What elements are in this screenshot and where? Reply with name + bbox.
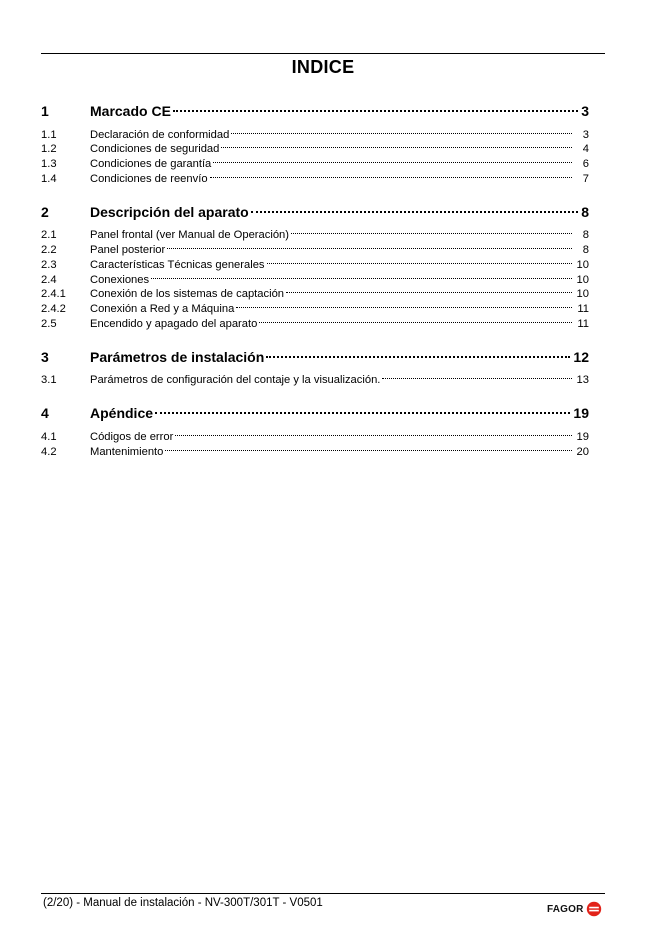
toc-number: 2.2 — [41, 244, 57, 257]
toc-number: 2.1 — [41, 229, 57, 242]
toc-page-number: 6 — [582, 158, 589, 171]
toc-page-number: 8 — [582, 229, 589, 242]
footer-text: (2/20) - Manual de instalación - NV-300T/301T - V0501 — [43, 897, 323, 909]
dot-leader — [267, 253, 572, 268]
toc-page-number: 3 — [582, 128, 589, 141]
toc-page-number: 20 — [576, 445, 589, 458]
toc-label: Condiciones de garantía — [90, 158, 212, 171]
toc-page-number: 10 — [576, 288, 589, 301]
toc-chapter — [41, 197, 589, 330]
toc-number: 1.2 — [41, 143, 57, 156]
dot-leader — [286, 283, 572, 298]
dot-leader — [221, 138, 572, 153]
toc-label: Características Técnicas generales — [90, 258, 265, 271]
toc-page-number: 13 — [576, 374, 589, 387]
dot-leader — [251, 197, 578, 217]
toc-label: Descripción del aparato — [90, 203, 249, 220]
toc-entry[interactable] — [41, 440, 589, 458]
toc-number: 4 — [41, 405, 49, 422]
toc-entry[interactable] — [41, 369, 589, 387]
toc-entry[interactable] — [41, 167, 589, 185]
toc-label: Marcado CE — [90, 103, 171, 119]
toc-entry[interactable] — [41, 297, 589, 315]
toc-number: 2.3 — [41, 258, 57, 271]
bottom-rule — [41, 893, 605, 894]
dot-leader — [213, 152, 572, 167]
toc-chapter-heading[interactable] — [41, 96, 589, 119]
fagor-logo-icon — [586, 901, 602, 917]
toc-label: Encendido y apagado del aparato — [90, 317, 258, 330]
toc-label: Panel frontal (ver Manual de Operación) — [90, 229, 289, 242]
toc-number: 3 — [41, 348, 49, 365]
dot-leader — [165, 440, 572, 455]
toc-chapter-heading[interactable] — [41, 342, 589, 365]
toc-label: Conexión a Red y a Máquina — [90, 302, 235, 315]
dot-leader — [173, 96, 578, 116]
toc-entry[interactable] — [41, 283, 589, 301]
toc-page-number: 10 — [576, 258, 589, 271]
toc-entry[interactable] — [41, 312, 589, 330]
dot-leader — [259, 312, 572, 327]
toc-entry[interactable] — [41, 152, 589, 171]
toc-number: 4.2 — [41, 445, 57, 458]
toc-number: 2.5 — [41, 317, 57, 330]
toc-page-number: 3 — [581, 103, 589, 119]
toc-number: 1.1 — [41, 128, 57, 141]
toc-number: 2.4.2 — [41, 302, 66, 315]
toc-chapter-heading[interactable] — [41, 197, 589, 220]
toc-label: Parámetros de configuración del contaje y la visualización. — [90, 374, 381, 387]
toc-number: 1.3 — [41, 158, 57, 171]
toc-page-number: 7 — [582, 172, 589, 185]
toc-entry[interactable] — [41, 138, 589, 156]
toc-label: Códigos de error — [90, 430, 174, 443]
toc-page-number: 19 — [573, 405, 589, 422]
table-of-contents — [41, 96, 589, 458]
toc-number: 2 — [41, 203, 49, 220]
dot-leader — [231, 123, 572, 138]
dot-leader — [155, 398, 570, 418]
toc-label: Parámetros de instalación — [90, 348, 265, 365]
dot-leader — [210, 167, 572, 182]
toc-label: Mantenimiento — [90, 445, 164, 458]
toc-chapter — [41, 342, 589, 387]
dot-leader — [266, 342, 570, 362]
toc-number: 1.4 — [41, 172, 57, 185]
toc-page-number: 8 — [582, 244, 589, 257]
toc-chapter — [41, 398, 589, 458]
toc-entry[interactable] — [41, 224, 589, 242]
top-rule — [41, 53, 605, 54]
toc-page-number: 11 — [577, 317, 589, 330]
dot-leader — [175, 425, 572, 440]
toc-label: Conexión de los sistemas de captación — [90, 288, 285, 301]
toc-number: 2.4 — [41, 273, 57, 286]
dot-leader — [382, 369, 572, 384]
toc-label: Declaración de conformidad — [90, 128, 230, 141]
toc-label: Apéndice — [90, 405, 154, 422]
toc-page-number: 12 — [573, 348, 589, 365]
logo-wordmark: FAGOR — [547, 903, 584, 915]
toc-chapter-heading[interactable] — [41, 398, 589, 422]
toc-number: 1 — [41, 103, 49, 119]
toc-label: Conexiones — [90, 273, 150, 286]
toc-number: 2.4.1 — [41, 288, 66, 301]
toc-entry[interactable] — [41, 253, 589, 271]
page-title: INDICE — [291, 57, 355, 77]
toc-page-number: 4 — [582, 143, 589, 156]
fagor-logo — [547, 897, 609, 921]
toc-page-number: 8 — [581, 203, 589, 220]
toc-page-number: 10 — [576, 273, 589, 286]
toc-number: 4.1 — [41, 430, 57, 443]
toc-label: Condiciones de reenvío — [90, 172, 208, 185]
dot-leader — [167, 238, 572, 253]
toc-page-number: 19 — [576, 430, 589, 443]
toc-entry[interactable] — [41, 123, 589, 141]
toc-chapter — [41, 96, 589, 185]
toc-entry[interactable] — [41, 268, 589, 286]
toc-entry[interactable] — [41, 238, 589, 257]
toc-page-number: 11 — [577, 302, 589, 315]
toc-number: 3.1 — [41, 374, 57, 387]
toc-entry[interactable] — [41, 425, 589, 443]
toc-label: Panel posterior — [90, 244, 166, 257]
dot-leader — [151, 268, 572, 283]
dot-leader — [236, 297, 572, 312]
dot-leader — [291, 224, 572, 239]
toc-label: Condiciones de seguridad — [90, 143, 220, 156]
